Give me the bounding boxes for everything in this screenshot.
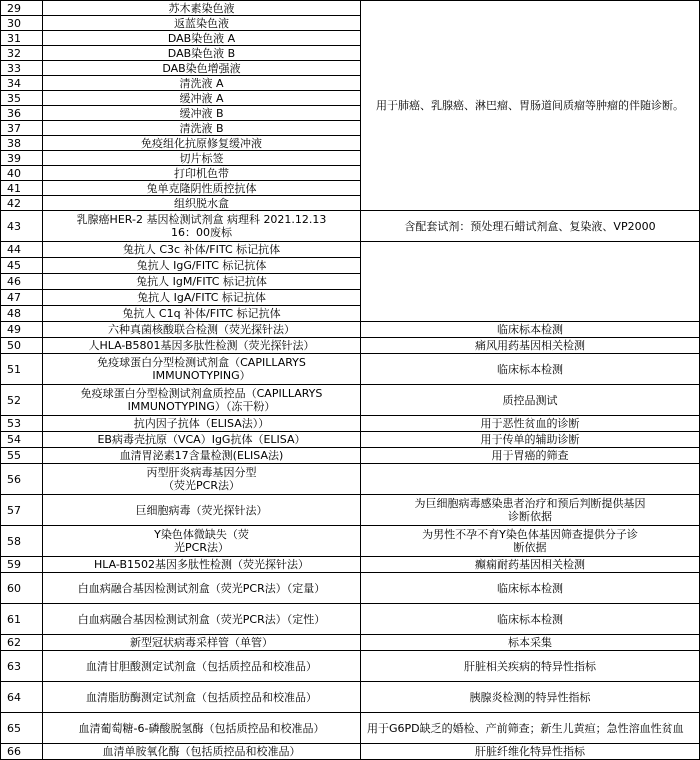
product-name: 兔抗人 IgA/FITC 标记抗体 xyxy=(43,290,361,306)
row-number: 31 xyxy=(1,31,43,46)
usage-cell: 用于G6PD缺乏的婚检、产前筛查；新生儿黄疸；急性溶血性贫血 xyxy=(361,713,700,744)
row-number: 36 xyxy=(1,106,43,121)
usage-cell: 用于胃癌的筛查 xyxy=(361,448,700,464)
product-name: 人HLA-B5801基因多肽性检测（荧光探针法） xyxy=(43,338,361,354)
table-row xyxy=(1,354,700,385)
product-name: 切片标签 xyxy=(43,151,361,166)
table-row xyxy=(1,416,700,432)
table-row xyxy=(1,526,700,557)
row-number: 64 xyxy=(1,682,43,713)
product-name: 清洗液 A xyxy=(43,76,361,91)
row-number: 40 xyxy=(1,166,43,181)
table-row xyxy=(1,682,700,713)
product-name: 血清葡萄糖-6-磷酸脱氢酶（包括质控品和校准品） xyxy=(43,713,361,744)
product-name: 兔抗人 IgM/FITC 标记抗体 xyxy=(43,274,361,290)
product-name: 白血病融合基因检测试剂盒（荧光PCR法）（定量） xyxy=(43,573,361,604)
product-name: 丙型肝炎病毒基因分型（荧光PCR法） xyxy=(43,464,361,495)
product-name: 抗内因子抗体（ELISA法）） xyxy=(43,416,361,432)
row-number: 60 xyxy=(1,573,43,604)
product-name: 返蓝染色液 xyxy=(43,16,361,31)
usage-cell: 肝脏纤维化特异性指标 xyxy=(361,744,700,760)
product-name: 兔单克隆阴性质控抗体 xyxy=(43,181,361,196)
row-number: 47 xyxy=(1,290,43,306)
product-name: 巨细胞病毒（荧光探针法） xyxy=(43,495,361,526)
product-name: DAB染色增强液 xyxy=(43,61,361,76)
table-row xyxy=(1,495,700,526)
table-row xyxy=(1,557,700,573)
usage-cell: 临床标本检测 xyxy=(361,604,700,635)
row-number: 58 xyxy=(1,526,43,557)
row-number: 65 xyxy=(1,713,43,744)
usage-cell: 为巨细胞病毒感染患者治疗和预后判断提供基因诊断依据 xyxy=(361,495,700,526)
product-name: DAB染色液 B xyxy=(43,46,361,61)
usage-cell: 用于传单的辅助诊断 xyxy=(361,432,700,448)
table-row xyxy=(1,385,700,416)
table-row xyxy=(1,635,700,651)
product-name: 缓冲液 A xyxy=(43,91,361,106)
product-name: 缓冲液 B xyxy=(43,106,361,121)
product-name: 免疫球蛋白分型检测试剂盒质控品（CAPILLARYS IMMUNOTYPING）（冻干粉） xyxy=(43,385,361,416)
row-number: 52 xyxy=(1,385,43,416)
row-number: 62 xyxy=(1,635,43,651)
product-name: 苏木素染色液 xyxy=(43,1,361,16)
row-number: 41 xyxy=(1,181,43,196)
usage-cell xyxy=(361,464,700,495)
row-number: 42 xyxy=(1,196,43,211)
row-number: 44 xyxy=(1,242,43,258)
product-name: 白血病融合基因检测试剂盒（荧光PCR法）（定性） xyxy=(43,604,361,635)
row-number: 50 xyxy=(1,338,43,354)
row-number: 57 xyxy=(1,495,43,526)
row-number: 61 xyxy=(1,604,43,635)
row-number: 56 xyxy=(1,464,43,495)
product-name: 血清单胺氧化酶（包括质控品和校准品） xyxy=(43,744,361,760)
product-name: 血清甘胆酸测定试剂盒（包括质控品和校准品） xyxy=(43,651,361,682)
row-number: 37 xyxy=(1,121,43,136)
usage-cell: 用于肺癌、乳腺癌、淋巴瘤、胃肠道间质瘤等肿瘤的伴随诊断。 xyxy=(361,1,700,211)
table-row xyxy=(1,573,700,604)
table-row xyxy=(1,464,700,495)
row-number: 38 xyxy=(1,136,43,151)
product-name: 免疫组化抗原修复缓冲液 xyxy=(43,136,361,151)
usage-cell: 肝脏相关疾病的特异性指标 xyxy=(361,651,700,682)
table-row xyxy=(1,713,700,744)
usage-cell: 质控品测试 xyxy=(361,385,700,416)
table-row xyxy=(1,338,700,354)
table-row xyxy=(1,242,700,258)
product-name: DAB染色液 A xyxy=(43,31,361,46)
product-name: 打印机色带 xyxy=(43,166,361,181)
product-name: 新型冠状病毒采样管（单管） xyxy=(43,635,361,651)
usage-cell: 临床标本检测 xyxy=(361,573,700,604)
table-row xyxy=(1,322,700,338)
row-number: 46 xyxy=(1,274,43,290)
row-number: 49 xyxy=(1,322,43,338)
product-name: 血清脂肪酶测定试剂盒（包括质控品和校准品） xyxy=(43,682,361,713)
table-row xyxy=(1,1,700,16)
product-name: 兔抗人 C1q 补体/FITC 标记抗体 xyxy=(43,306,361,322)
usage-cell: 临床标本检测 xyxy=(361,322,700,338)
product-name: HLA-B1502基因多肽性检测（荧光探针法） xyxy=(43,557,361,573)
product-name: 六种真菌核酸联合检测（荧光探针法） xyxy=(43,322,361,338)
product-name: 组织脱水盒 xyxy=(43,196,361,211)
product-name: 兔抗人 C3c 补体/FITC 标记抗体 xyxy=(43,242,361,258)
product-name: EB病毒壳抗原（VCA）IgG抗体（ELISA） xyxy=(43,432,361,448)
product-name: 免疫球蛋白分型检测试剂盒（CAPILLARYS IMMUNOTYPING） xyxy=(43,354,361,385)
table-row xyxy=(1,604,700,635)
usage-cell: 癫痫耐药基因相关检测 xyxy=(361,557,700,573)
table-row xyxy=(1,448,700,464)
usage-cell-empty xyxy=(361,242,700,322)
row-number: 32 xyxy=(1,46,43,61)
row-number: 66 xyxy=(1,744,43,760)
table-row xyxy=(1,211,700,242)
row-number: 34 xyxy=(1,76,43,91)
table-row xyxy=(1,651,700,682)
row-number: 29 xyxy=(1,1,43,16)
row-number: 54 xyxy=(1,432,43,448)
usage-cell: 痛风用药基因相关检测 xyxy=(361,338,700,354)
row-number: 45 xyxy=(1,258,43,274)
product-name: 清洗液 B xyxy=(43,121,361,136)
row-number: 43 xyxy=(1,211,43,242)
usage-cell: 标本采集 xyxy=(361,635,700,651)
row-number: 33 xyxy=(1,61,43,76)
row-number: 39 xyxy=(1,151,43,166)
usage-cell: 胰腺炎检测的特异性指标 xyxy=(361,682,700,713)
product-name: Y染色体微缺失（荧光PCR法） xyxy=(43,526,361,557)
product-name: 乳腺癌HER-2 基因检测试剂盒 病理科 2021.12.13 16：00废标 xyxy=(43,211,361,242)
row-number: 35 xyxy=(1,91,43,106)
row-number: 55 xyxy=(1,448,43,464)
table-row xyxy=(1,432,700,448)
row-number: 53 xyxy=(1,416,43,432)
usage-cell: 用于恶性贫血的诊断 xyxy=(361,416,700,432)
usage-cell: 临床标本检测 xyxy=(361,354,700,385)
row-number: 63 xyxy=(1,651,43,682)
row-number: 48 xyxy=(1,306,43,322)
usage-cell: 为男性不孕不育Y染色体基因筛查提供分子诊断依据 xyxy=(361,526,700,557)
product-name: 血清胃泌素17含量检测(ELISA法) xyxy=(43,448,361,464)
usage-cell: 含配套试剂：预处理石蜡试剂盒、复染液、VP2000 xyxy=(361,211,700,242)
row-number: 59 xyxy=(1,557,43,573)
row-number: 51 xyxy=(1,354,43,385)
row-number: 30 xyxy=(1,16,43,31)
product-name: 兔抗人 IgG/FITC 标记抗体 xyxy=(43,258,361,274)
